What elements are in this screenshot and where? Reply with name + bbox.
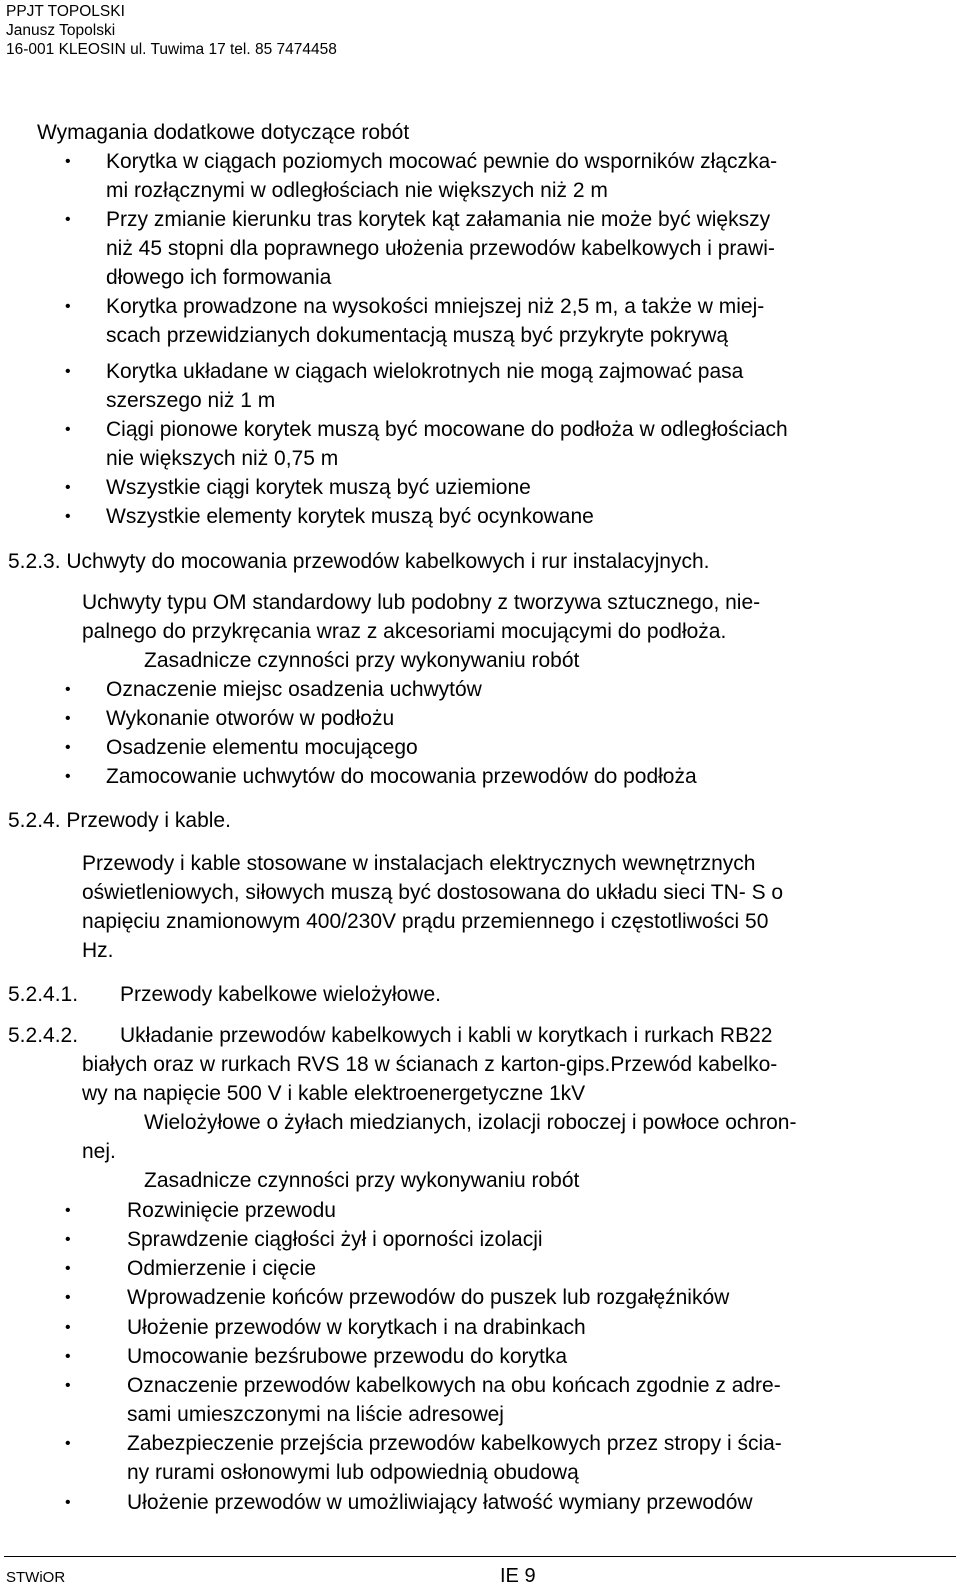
list-item-text: Oznaczenie miejsc osadzenia uchwytów <box>106 678 482 701</box>
list-item-text: Wszystkie ciągi korytek muszą być uziemione <box>106 476 531 499</box>
section-heading-5-2-4-1: Przewody kabelkowe wielożyłowe. <box>120 983 441 1006</box>
list-item-text: mi rozłącznymi w odległościach nie większych niż 2 m <box>106 179 608 202</box>
list-item-text: Rozwinięcie przewodu <box>127 1199 336 1222</box>
list-item-text: Osadzenie elementu mocującego <box>106 736 418 759</box>
list-item-text: Korytka w ciągach poziomych mocować pewnie do wsporników złączka- <box>106 150 778 173</box>
bullet: • <box>65 298 71 315</box>
list-item-text: Korytka prowadzone na wysokości mniejszej niż 2,5 m, a także w miej- <box>106 295 765 318</box>
list-item-text: Wszystkie elementy korytek muszą być ocynkowane <box>106 505 594 528</box>
list-item-text: niż 45 stopni dla poprawnego ułożenia przewodów kabelkowych i prawi- <box>106 237 775 260</box>
bullet: • <box>65 681 71 698</box>
bullet: • <box>65 1435 71 1452</box>
bullet: • <box>65 421 71 438</box>
list-item-text: Wprowadzenie końców przewodów do puszek lub rozgałęźników <box>127 1286 730 1309</box>
bullet: • <box>65 1289 71 1306</box>
section-number: 5.2.4.1. <box>8 983 79 1006</box>
bullet: • <box>65 1231 71 1248</box>
list-item-text: Przy zmianie kierunku tras korytek kąt załamania nie może być większy <box>106 208 771 231</box>
section-heading-5-2-3: 5.2.3. Uchwyty do mocowania przewodów kabelkowych i rur instalacyjnych. <box>8 550 710 573</box>
list-item-text: Odmierzenie i cięcie <box>127 1257 317 1280</box>
footer-divider <box>4 1556 956 1557</box>
list-item-text: nie większych niż 0,75 m <box>106 447 339 470</box>
bullet: • <box>65 153 71 170</box>
list-item-text: scach przewidzianych dokumentacją muszą być przykryte pokrywą <box>106 324 729 347</box>
list-item-text: Ułożenie przewodów w umożliwiający łatwość wymiany przewodów <box>127 1491 753 1514</box>
paragraph-line: wy na napięcie 500 V i kable elektroenergetyczne 1kV <box>82 1082 586 1105</box>
bullet: • <box>65 1260 71 1277</box>
list-item-text: Ciągi pionowe korytek muszą być mocowane do podłoża w odległościach <box>106 418 788 441</box>
section-title: Wymagania dodatkowe dotyczące robót <box>37 121 410 144</box>
list-item-text: ny rurami osłonowymi lub odpowiednią obudową <box>127 1461 579 1484</box>
header-company: PPJT TOPOLSKI <box>6 3 125 20</box>
paragraph-line: Wielożyłowe o żyłach miedzianych, izolacji roboczej i powłoce ochron- <box>144 1111 797 1134</box>
paragraph-line: białych oraz w rurkach RVS 18 w ścianach z karton-gips.Przewód kabelko- <box>82 1053 778 1076</box>
list-item-text: Korytka układane w ciągach wielokrotnych nie mogą zajmować pasa <box>106 360 744 383</box>
list-item-text: dłowego ich formowania <box>106 266 332 289</box>
bullet: • <box>65 508 71 525</box>
bullet: • <box>65 768 71 785</box>
paragraph-line: napięciu znamionowym 400/230V prądu przemiennego i częstotliwości 50 <box>82 910 769 933</box>
section-number: 5.2.4.2. <box>8 1024 79 1047</box>
list-item-text: Oznaczenie przewodów kabelkowych na obu końcach zgodnie z adre- <box>127 1374 781 1397</box>
list-item-text: Wykonanie otworów w podłożu <box>106 707 395 730</box>
bullet: • <box>65 211 71 228</box>
list-item-text: Sprawdzenie ciągłości żył i oporności izolacji <box>127 1228 543 1251</box>
paragraph-line: oświetleniowych, siłowych muszą być dostosowana do układu sieci TN- S o <box>82 881 784 904</box>
list-item-text: Zabezpieczenie przejścia przewodów kabelkowych przez stropy i ścia- <box>127 1432 782 1455</box>
section-heading-5-2-4: 5.2.4. Przewody i kable. <box>8 809 231 832</box>
bullet: • <box>65 739 71 756</box>
list-item-text: sami umieszczonymi na liście adresowej <box>127 1403 504 1426</box>
bullet: • <box>65 479 71 496</box>
paragraph-line: Uchwyty typu OM standardowy lub podobny z tworzywa sztucznego, nie- <box>82 591 761 614</box>
paragraph-line: nej. <box>82 1140 116 1163</box>
bullet: • <box>65 710 71 727</box>
paragraph-line: palnego do przykręcania wraz z akcesoriami mocującymi do podłoża. <box>82 620 727 643</box>
page-header <box>6 2 337 59</box>
bullet: • <box>65 1494 71 1511</box>
bullet: • <box>65 1319 71 1336</box>
paragraph-line: Układanie przewodów kabelkowych i kabli w korytkach i rurkach RB22 <box>120 1024 773 1047</box>
footer-doc-code: STWiOR <box>6 1569 66 1586</box>
page-number: IE 9 <box>500 1565 536 1587</box>
list-item-text: Ułożenie przewodów w korytkach i na drabinkach <box>127 1316 586 1339</box>
list-item-text: szerszego niż 1 m <box>106 389 276 412</box>
list-item-text: Zamocowanie uchwytów do mocowania przewodów do podłoża <box>106 765 697 788</box>
paragraph-line: Hz. <box>82 939 114 962</box>
subheading: Zasadnicze czynności przy wykonywaniu robót <box>144 1169 580 1192</box>
paragraph-line: Przewody i kable stosowane w instalacjach elektrycznych wewnętrznych <box>82 852 756 875</box>
list-item-text: Umocowanie bezśrubowe przewodu do korytka <box>127 1345 568 1368</box>
bullet: • <box>65 1348 71 1365</box>
subheading: Zasadnicze czynności przy wykonywaniu robót <box>144 649 580 672</box>
header-person: Janusz Topolski <box>6 22 116 39</box>
bullet: • <box>65 1377 71 1394</box>
bullet: • <box>65 363 71 380</box>
bullet: • <box>65 1202 71 1219</box>
header-address: 16-001 KLEOSIN ul. Tuwima 17 tel. 85 7474458 <box>6 41 337 58</box>
